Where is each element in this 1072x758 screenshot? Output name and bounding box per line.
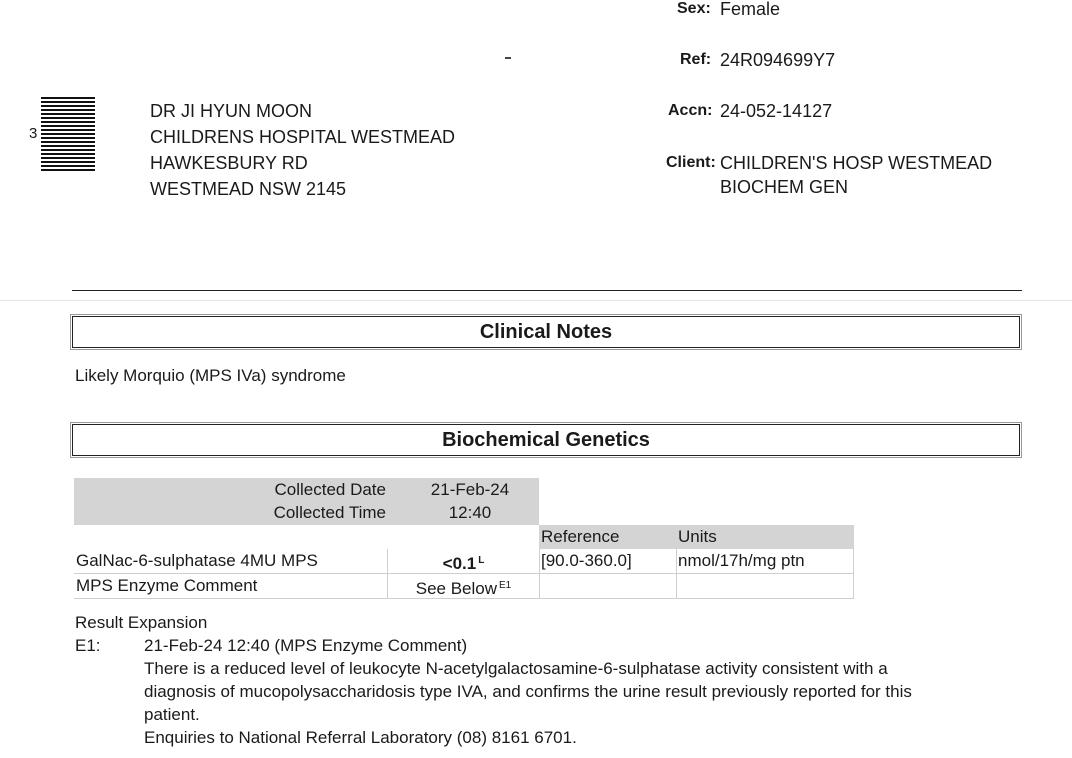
- client-line2: BIOCHEM GEN: [720, 177, 849, 197]
- expansion-code: E1:: [75, 636, 101, 655]
- clinical-notes-heading: Clinical Notes: [72, 316, 1020, 348]
- addressee-block: [150, 98, 455, 202]
- addressee-name: DR JI HYUN MOON: [150, 101, 312, 121]
- expansion-header: 21-Feb-24 12:40 (MPS Enzyme Comment): [144, 636, 468, 655]
- sex-value: Female: [720, 0, 781, 19]
- addressee-org: CHILDRENS HOSPITAL WESTMEAD: [150, 127, 456, 147]
- test-name: MPS Enzyme Comment: [76, 576, 258, 595]
- test-result: See Below $^{E1}$: [415, 579, 512, 598]
- result-flag: E1: [499, 580, 512, 591]
- expansion-enquiries: Enquiries to National Referral Laboratory (08) 8161 6701.: [144, 728, 577, 747]
- expansion-line: patient.: [144, 705, 200, 724]
- ref-value: 24R094699Y7: [720, 50, 836, 70]
- scan-mark: [505, 57, 511, 59]
- result-flag: L: [478, 555, 485, 566]
- collected-time-value: 12:40: [448, 503, 492, 522]
- barcode: [29, 97, 95, 175]
- client-label: Client:: [666, 154, 716, 171]
- header-divider: [72, 290, 1022, 291]
- scan-line: [0, 300, 1072, 301]
- expansion-line: diagnosis of mucopolysaccharidosis type IVA, and confirms the urine result previously reported for this: [144, 682, 912, 701]
- expansion-body: [144, 634, 1044, 749]
- expansion-line: There is a reduced level of leukocyte N-acetylgalactosamine-6-sulphatase activity consistent with a: [144, 659, 888, 678]
- reference-header: Reference: [541, 527, 620, 546]
- biochem-heading: Biochemical Genetics: [72, 424, 1020, 456]
- test-reference: [90.0-360.0]: [541, 551, 632, 570]
- addressee-city: WESTMEAD NSW 2145: [150, 179, 347, 199]
- barcode-digit: 3: [29, 125, 38, 142]
- client-line1: CHILDREN'S HOSP WESTMEAD: [720, 153, 993, 173]
- table-row: [74, 574, 854, 599]
- sex-label: Sex:: [677, 0, 711, 17]
- ref-label: Ref:: [680, 51, 712, 68]
- collected-time-label: Collected Time: [273, 503, 386, 522]
- accn-value: 24-052-14127: [720, 101, 833, 121]
- collected-date-value: 21-Feb-24: [430, 480, 510, 499]
- test-result: <0.1 $^L$: [442, 554, 485, 573]
- units-header: Units: [678, 527, 717, 546]
- expansion-title: Result Expansion: [75, 613, 208, 632]
- table-row: [74, 549, 854, 574]
- addressee-street: HAWKESBURY RD: [150, 153, 308, 173]
- clinical-notes-text: Likely Morquio (MPS IVa) syndrome: [75, 366, 346, 385]
- accn-label: Accn:: [668, 102, 713, 119]
- collected-date-label: Collected Date: [274, 480, 386, 499]
- test-units: nmol/17h/mg ptn: [678, 551, 805, 570]
- test-name: GalNac-6-sulphatase 4MU MPS: [76, 551, 318, 570]
